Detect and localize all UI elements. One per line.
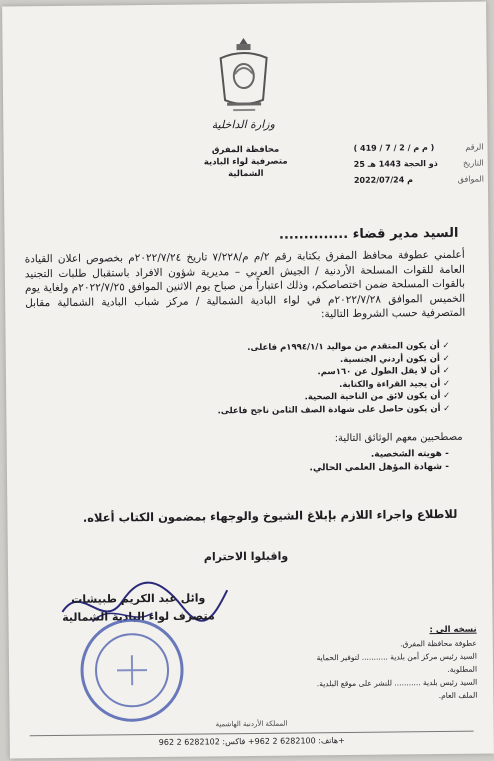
- condition-item: ✓ أن يجيد القراءة والكتابة.: [150, 377, 450, 393]
- reference-label: الرقم: [465, 142, 484, 152]
- condition-item: ✓ أن يكون أردني الجنسية.: [150, 352, 450, 368]
- directive-text: للاطلاع واجراء اللازم بإبلاغ الشيوخ والوجهاء بمضمون الكتاب أعلاه.: [82, 506, 458, 525]
- document-item: - شهادة المؤهل العلمي الحالي.: [309, 461, 449, 475]
- gregorian-date-value: 2022/07/24 م: [353, 175, 414, 185]
- issuing-office: [186, 143, 306, 180]
- reference-value: ( 419 / 7 / م م / 2 ): [353, 143, 435, 153]
- reference-block: [354, 140, 484, 189]
- copy-heading: نسخه الى :: [429, 624, 477, 636]
- letter-body: أعلمني عطوفة محافظ المفرق بكتابة رقم ٢/م م/٧/٢٢٨ تاريخ ٢٠٢٢/٧/٢٤م بخصوص اعلان القيادة العامة للقوات المسلحة الأردنية / الجيش العربي – مديرية شؤون الافراد باستقبال طلبات التجنيد بالقوات المسلحة ضمن اختصاصكم، وذلك اعتباراً من صباح يوم الاثنين الموافق ٢٠٢٢/٧/٢٥م ولغاية يوم الخميس الموافق ٢٠٢٢/٧/٢٨م في لواء البادية الشمالية / مركز شباب البادية الشمالية مقابل المتصرفية حسب الشروط التالية:: [24, 248, 466, 321]
- official-stamp-icon: [76, 615, 187, 726]
- document-item: - هويته الشخصية.: [309, 448, 449, 462]
- hijri-date-label: التاريخ: [462, 158, 484, 168]
- district-name: متصرفية لواء البادية الشمالية: [203, 156, 288, 180]
- copy-recipients: [287, 624, 478, 704]
- copy-line: عطوفة محافظة المفرق.: [400, 638, 477, 649]
- documents-intro: مصطحبين معهم الوثائق التالية:: [334, 431, 463, 445]
- documents-list: [309, 448, 449, 475]
- condition-item: ✓ أن يكون حاصل على شهادة الصف الثامن ناجح فاعلى.: [150, 402, 450, 418]
- gregorian-date-label: الموافق: [457, 174, 484, 184]
- reference-number-row: [354, 140, 484, 157]
- condition-item: ✓ أن لا يقل الطول عن ١٦٠سم.: [150, 365, 450, 381]
- copy-line: الملف العام.: [438, 690, 478, 701]
- hijri-date-value: 25 ذو الحجة 1443 هـ: [353, 159, 438, 169]
- copy-line: السيد رئيس مركز أمن بلدية ........... لتوفير الحماية المطلوبة.: [316, 651, 478, 674]
- ministry-name: وزارة الداخلية: [211, 117, 275, 132]
- jordan-coat-of-arms-icon: [212, 34, 275, 115]
- condition-item: ✓ أن يكون المتقدم من مواليد ١٩٩٤/١/١م فاعلى.: [150, 340, 450, 356]
- hijri-date-row: [354, 156, 484, 173]
- letter-page: [2, 1, 494, 758]
- footer-contact: هاتف: 6282100 2 962+ فاكس: 6282102 2 962+: [158, 736, 345, 747]
- addressee: السيد مدير قضاء ..............: [278, 225, 459, 243]
- condition-item: ✓ أن يكون لائق من الناحية الصحية.: [150, 390, 450, 406]
- gregorian-date-row: [354, 172, 484, 189]
- signer-name: وائل عبد الكريم طبيشات: [71, 591, 206, 606]
- copy-line: السيد رئيس بلدية ........... للنشر على موقع البلدية.: [316, 677, 478, 689]
- governorate-name: محافظة المفرق: [211, 144, 280, 156]
- closing-salutation: واقبلوا الاحترام: [203, 549, 289, 564]
- footer-country: المملكة الأردنية الهاشمية: [215, 719, 288, 729]
- signer-title: متصرف لواء البادية الشمالية: [62, 609, 215, 624]
- conditions-list: [150, 340, 451, 418]
